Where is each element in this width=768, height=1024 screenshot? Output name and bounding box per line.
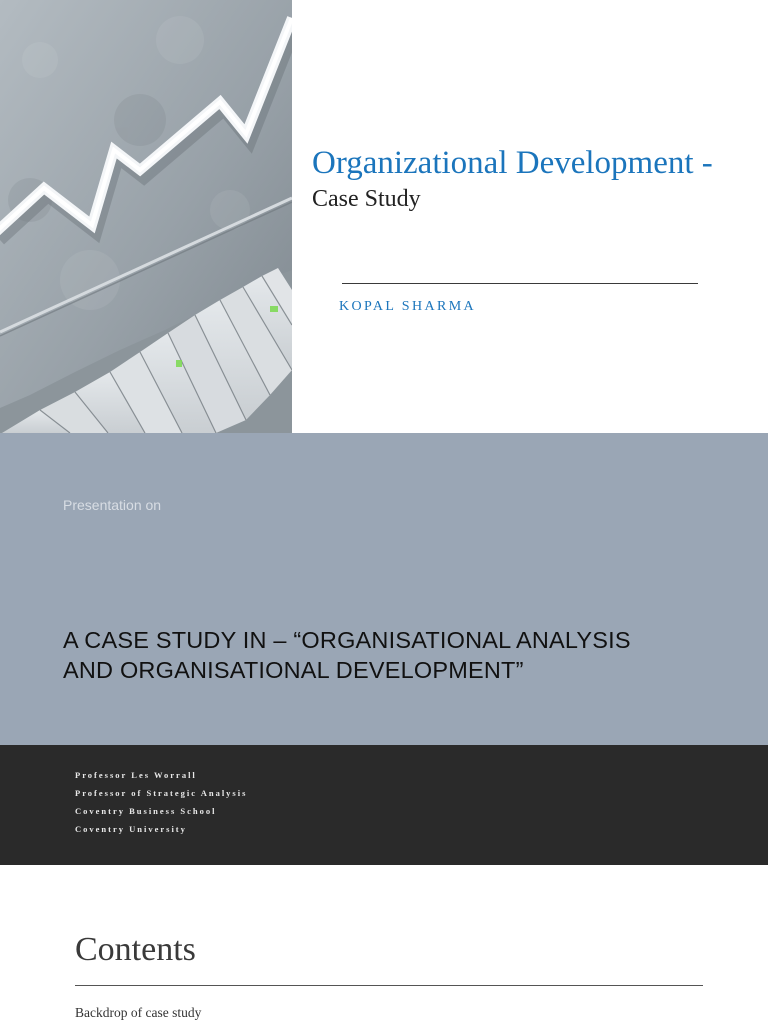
- document-subtitle: Case Study: [312, 186, 421, 212]
- author-name: KOPAL SHARMA: [339, 299, 477, 314]
- contents-item: Backdrop of case study: [75, 1005, 202, 1020]
- case-study-heading-line-1: A CASE STUDY IN – “ORGANISATIONAL ANALYSIS: [63, 627, 631, 653]
- title-divider: [342, 283, 698, 284]
- case-study-heading: [63, 625, 753, 685]
- credit-line: Coventry Business School: [75, 806, 217, 816]
- presentation-band: [0, 433, 768, 745]
- credit-line: Professor of Strategic Analysis: [75, 788, 248, 798]
- document-title: Organizational Development -: [312, 145, 713, 181]
- credits-band: [0, 745, 768, 865]
- contents-heading: Contents: [75, 931, 196, 968]
- credits-list: [75, 766, 247, 838]
- hero-image: [0, 0, 292, 433]
- presentation-intro: Presentation on: [63, 497, 162, 513]
- credit-line: Coventry University: [75, 824, 187, 834]
- contents-divider: [75, 985, 703, 986]
- case-study-heading-line-2: AND ORGANISATIONAL DEVELOPMENT”: [63, 657, 524, 683]
- credit-line: Professor Les Worrall: [75, 770, 197, 780]
